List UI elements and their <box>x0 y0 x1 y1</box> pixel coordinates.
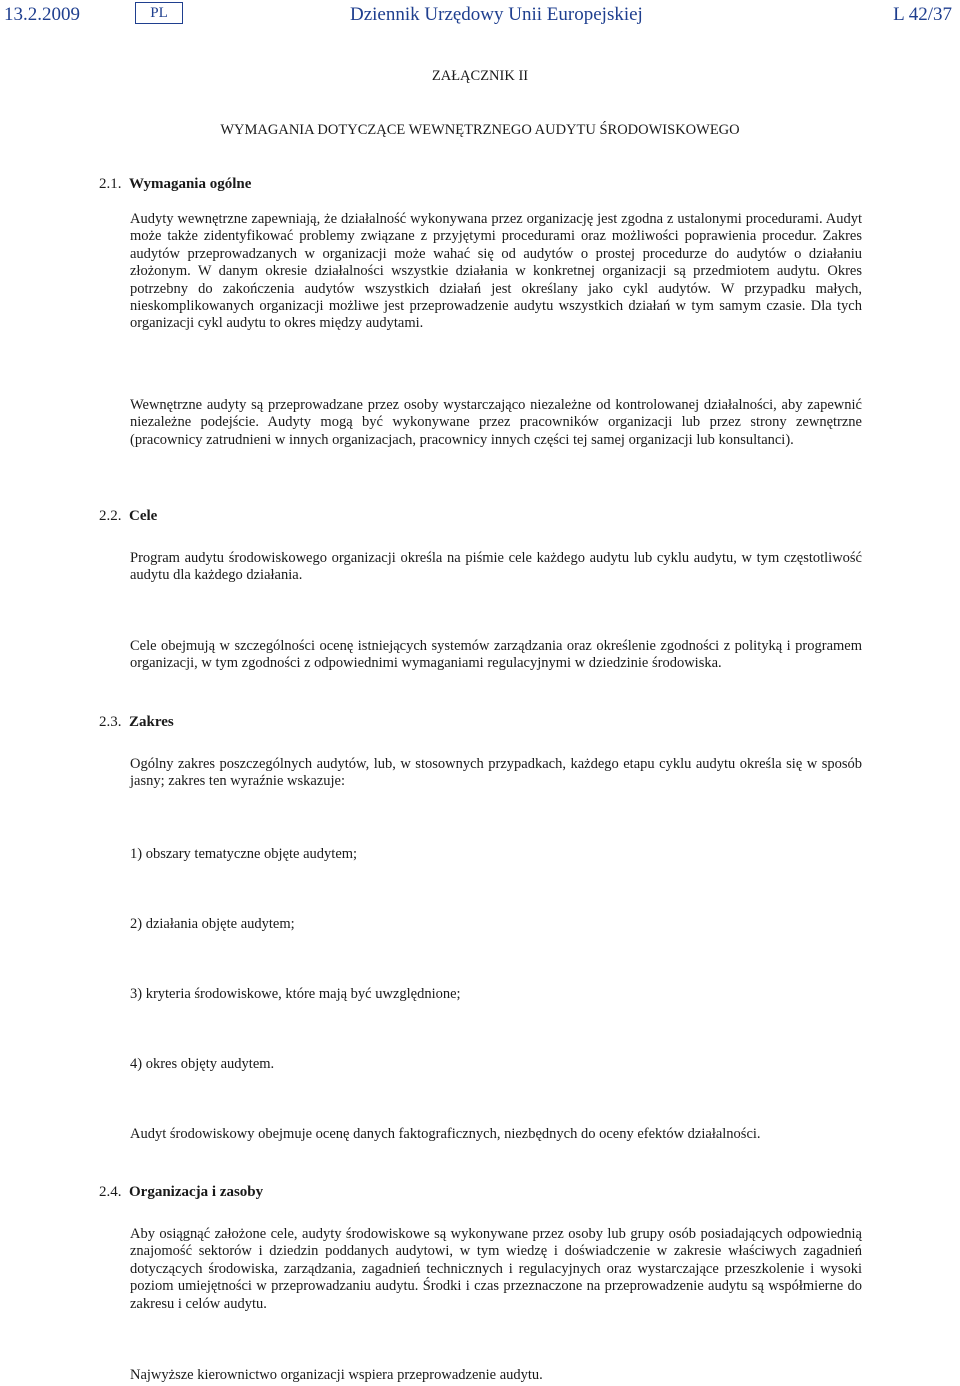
paragraph: Najwyższe kierownictwo organizacji wspiera przeprowadzenie audytu. <box>130 1367 543 1383</box>
section-title: Cele <box>129 508 158 524</box>
section-number: 2.2. <box>99 508 122 524</box>
section-heading-2-3 <box>99 714 174 731</box>
list-item: 3) kryteria środowiskowe, które mają być uwzględnione; <box>130 986 461 1002</box>
section-heading-2-4 <box>99 1184 263 1201</box>
paragraph: Audyt środowiskowy obejmuje ocenę danych faktograficznych, niezbędnych do oceny efektów działalności. <box>130 1126 761 1142</box>
paragraph: Program audytu środowiskowego organizacji określa na piśmie cele każdego audytu lub cyklu audytu, w tym częstotliwość audytu dla każdego działania. <box>130 550 862 584</box>
journal-title: Dziennik Urzędowy Unii Europejskiej <box>350 4 643 25</box>
annex-label: ZAŁĄCZNIK II <box>431 68 529 84</box>
paragraph: Cele obejmują w szczególności ocenę istniejących systemów zarządzania oraz określenie zgodności z polityką i programem organizacji, w tym zgodności z odpowiednimi wymaganiami regulacyjnymi w dziedzinie środowiska. <box>130 638 862 672</box>
annex-title: WYMAGANIA DOTYCZĄCE WEWNĘTRZNEGO AUDYTU ŚRODOWISKOWEGO <box>220 122 740 138</box>
section-heading-2-2 <box>99 508 157 525</box>
section-number: 2.3. <box>99 714 122 730</box>
paragraph: Wewnętrzne audyty są przeprowadzane przez osoby wystarczająco niezależne od kontrolowanej działalności, aby zapewnić niezależne podejście. Audyty mogą być wykonywane przez pracowników organizacji lub przez strony zewnętrzne (pracownicy zatrudnieni w innych organizacjach, pracownicy innych części tej samej organizacji lub konsultanci). <box>130 397 862 448</box>
paragraph: Ogólny zakres poszczególnych audytów, lub, w stosownych przypadkach, każdego etapu cyklu audytu określa się w sposób jasny; zakres ten wyraźnie wskazuje: <box>130 756 862 790</box>
paragraph: Audyty wewnętrzne zapewniają, że działalność wykonywana przez organizację jest zgodna z ustalonymi procedurami. Audyt może także zidentyfikować problemy związane z przyjętymi procedurami oraz możliwości poprawienia procedur. Zakres audytów przeprowadzanych w organizacji może wahać się od audytów o prostej procedurze do audytów o działaniu złożonym. W danym okresie działalności wszystkie działania w konkretnej organizacji są przedmiotem audytu. Okres potrzebny do zakończenia audytów wszystkich działań jest określany jako cykl audytów. W przypadku małych, nieskomplikowanych organizacji możliwe jest przeprowadzenie audytu wszystkich działań w tym samym czasie. Dla tych organizacji cykl audytu to okres między audytami. <box>130 211 862 332</box>
section-title: Organizacja i zasoby <box>129 1184 264 1200</box>
section-number: 2.1. <box>99 176 122 192</box>
section-heading-2-1 <box>99 176 251 193</box>
section-title: Wymagania ogólne <box>129 176 252 192</box>
page-header <box>0 0 960 30</box>
list-item: 2) działania objęte audytem; <box>130 916 295 932</box>
language-badge: PL <box>135 2 183 24</box>
section-number: 2.4. <box>99 1184 122 1200</box>
list-item: 1) obszary tematyczne objęte audytem; <box>130 846 358 862</box>
publication-date: 13.2.2009 <box>4 4 80 25</box>
list-item: 4) okres objęty audytem. <box>130 1056 275 1072</box>
page-reference: L 42/37 <box>893 4 952 25</box>
paragraph: Aby osiągnąć założone cele, audyty środowiskowe są wykonywane przez osoby lub grupy osób posiadających odpowiednią znajomość sektorów i dziedzin poddanych audytowi, w tym wiedzę i doświadczenie w zakresie właściwych zagadnień dotyczących środowiska, zarządzania, zagadnień technicznych i regulacyjnych oraz wystarczające przeszkolenie i wysoki poziom umiejętności w przeprowadzaniu audytu. Środki i czas przeznaczone na przeprowadzenie audytu są współmierne do zakresu i celów audytu. <box>130 1226 862 1312</box>
section-title: Zakres <box>129 714 174 730</box>
